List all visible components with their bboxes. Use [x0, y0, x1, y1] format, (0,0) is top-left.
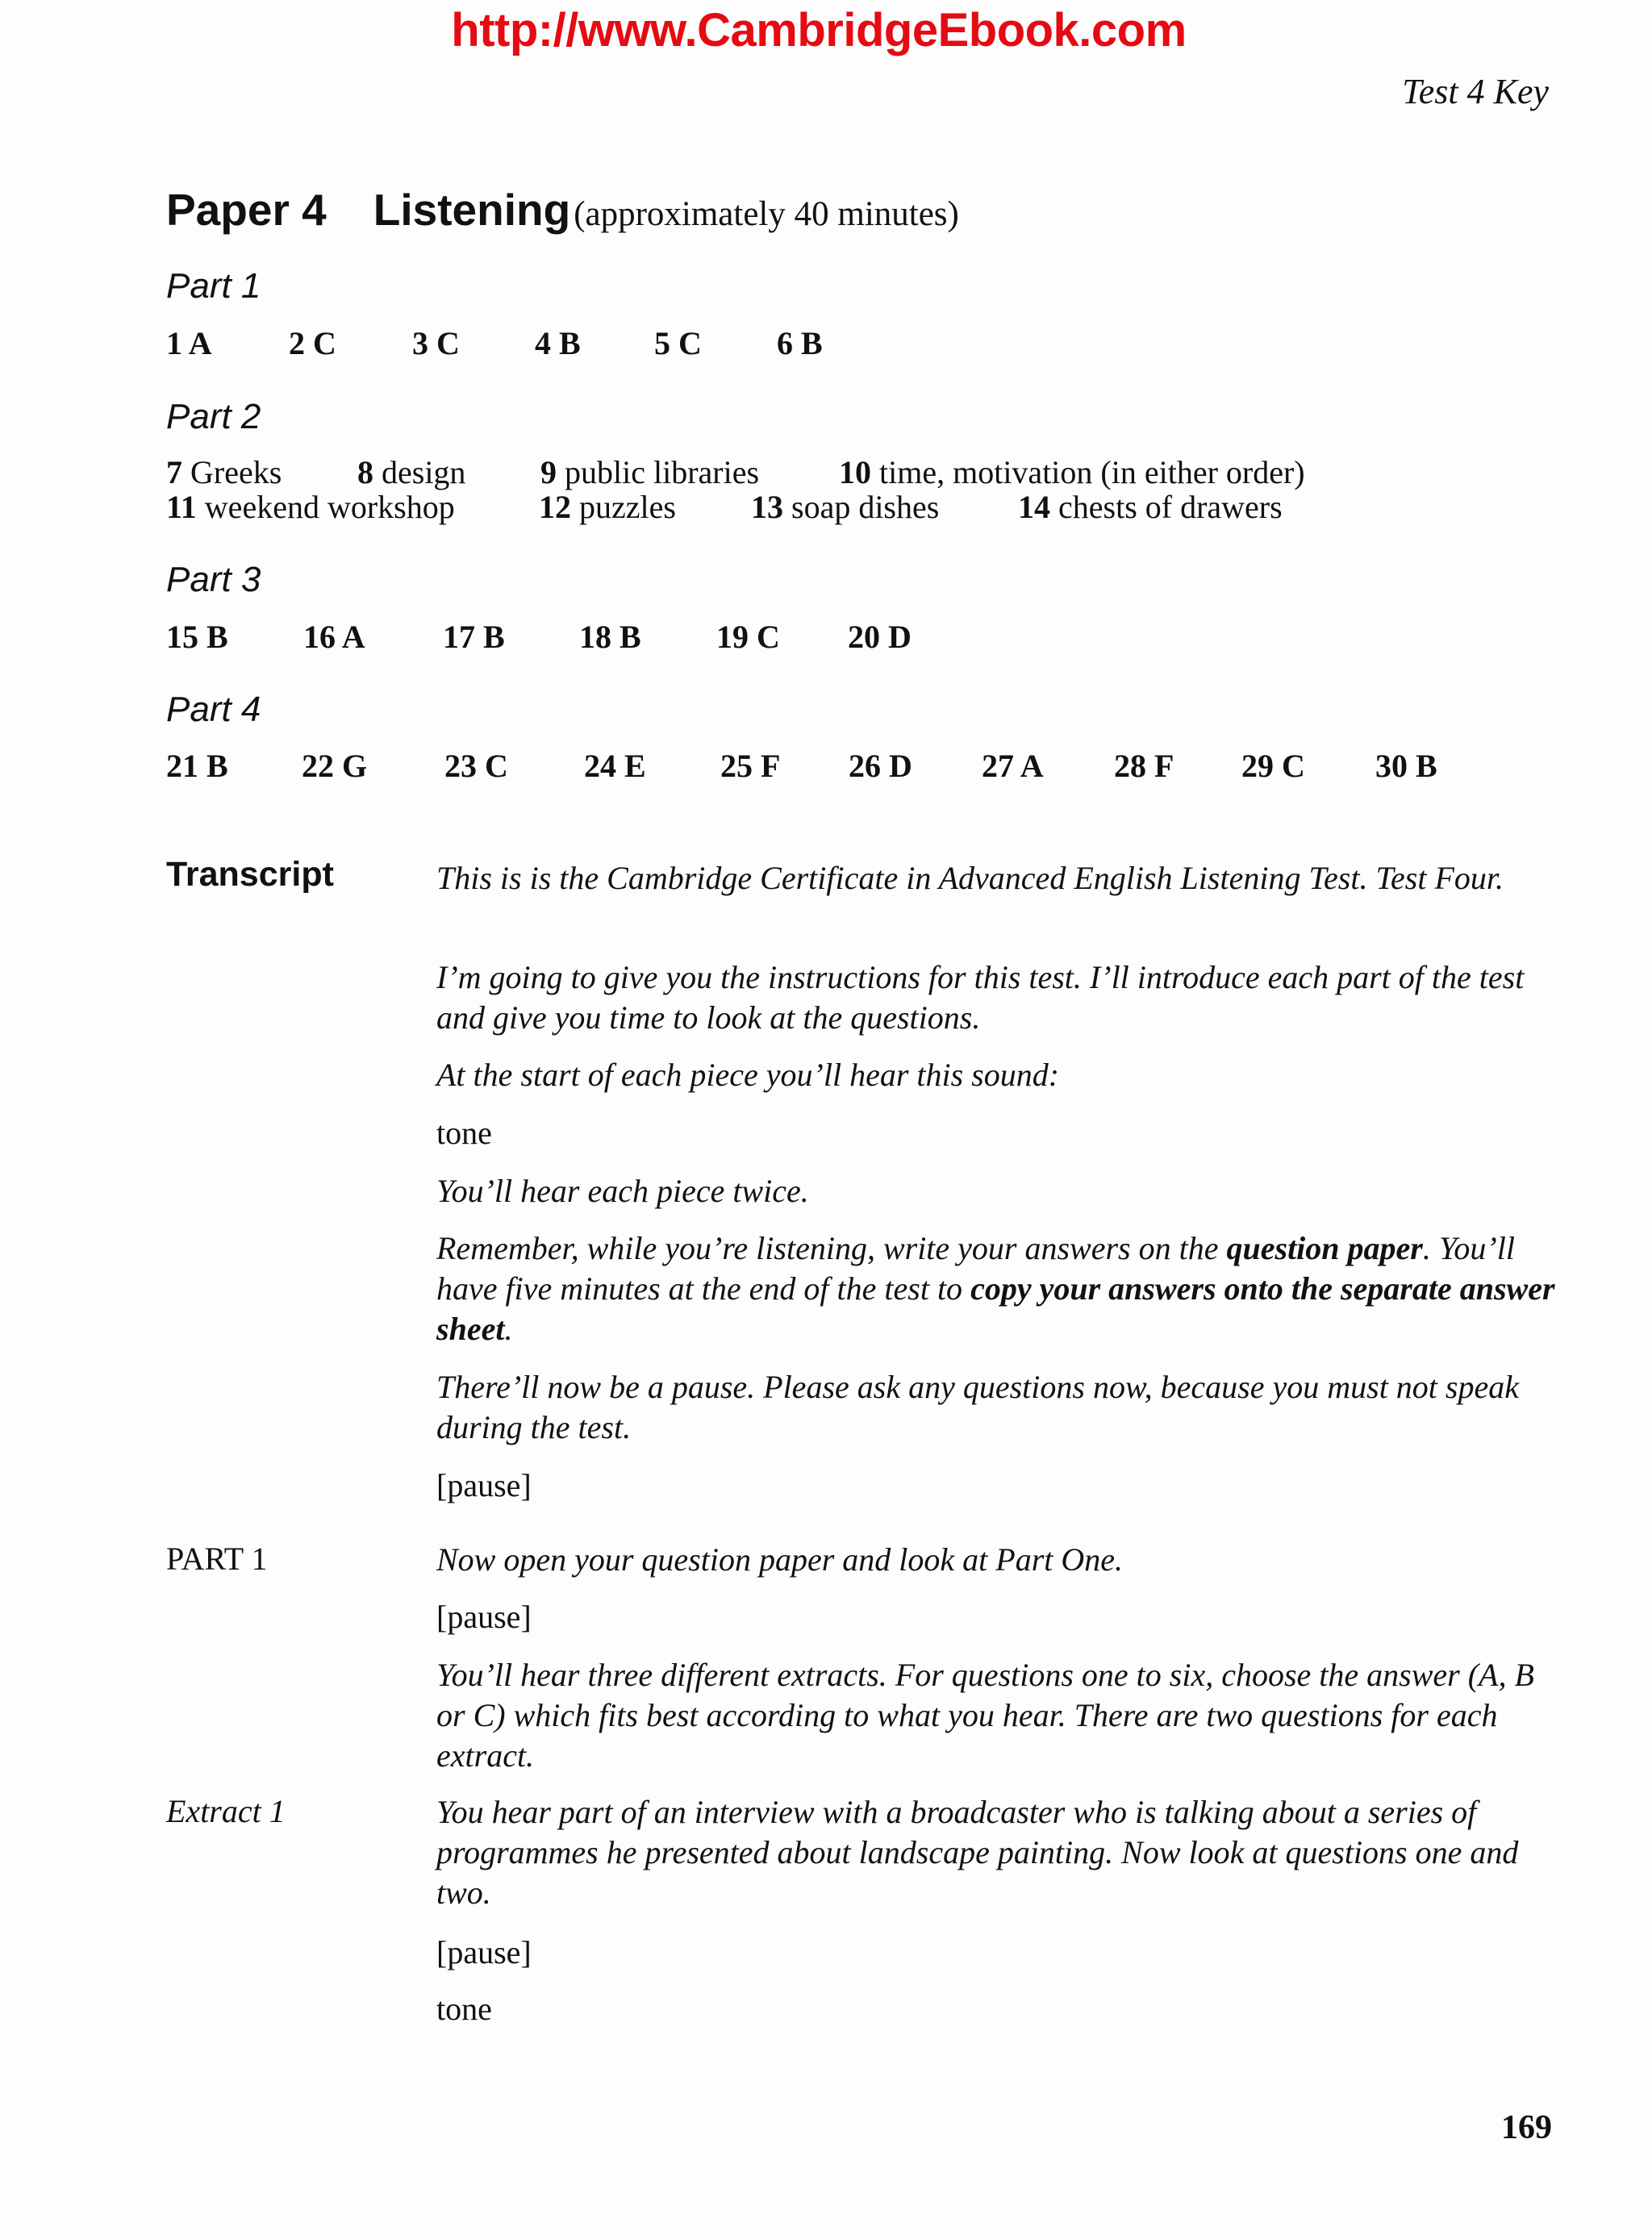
answer: 3 C — [412, 325, 460, 361]
transcript-pause-note: There’ll now be a pause. Please ask any questions now, because you must not speak during the test. — [436, 1369, 1519, 1445]
part1-open: Now open your question paper and look at Part One. — [436, 1541, 1124, 1578]
transcript-instructions: I’m going to give you the instructions for this test. I’ll introduce each part of the test and give you time to look at the questions. — [436, 959, 1525, 1036]
answer-number: 11 — [166, 489, 197, 525]
answer: 29 C — [1241, 748, 1305, 784]
answer: 24 E — [584, 748, 646, 784]
remember-text: Remember, while you’re listening, write your answers on the — [436, 1230, 1227, 1266]
paper-duration: (approximately 40 minutes) — [574, 195, 959, 233]
answer-text: chests of drawers — [1058, 489, 1283, 525]
part1-pause: [pause] — [436, 1599, 532, 1635]
answer — [166, 453, 282, 491]
answer: 26 D — [849, 748, 912, 784]
paper-title — [166, 184, 959, 236]
part2-heading: Part 2 — [166, 397, 261, 436]
paper-label: Paper 4 — [166, 185, 327, 235]
answer — [539, 488, 676, 526]
transcript-twice: You’ll hear each piece twice. — [436, 1173, 809, 1209]
answer: 25 F — [720, 748, 781, 784]
extract1-tone: tone — [436, 1991, 492, 2027]
answer-number: 14 — [1018, 489, 1050, 525]
page-number: 169 — [1501, 2109, 1552, 2146]
answer-number: 7 — [166, 454, 182, 490]
answer-text: design — [382, 454, 466, 490]
answer: 19 C — [716, 619, 780, 655]
answer — [540, 453, 759, 491]
answer-number: 10 — [839, 454, 871, 490]
answer-number: 12 — [539, 489, 571, 525]
extract1-label: Extract 1 — [166, 1793, 286, 1829]
transcript-heading: Transcript — [166, 855, 334, 894]
answer — [357, 453, 465, 491]
part1-instructions: You’ll hear three different extracts. For questions one to six, choose the answer (A, B or C) which fits best according to what you hear. There are two questions for each extract. — [436, 1657, 1534, 1774]
answer-text: Greeks — [190, 454, 282, 490]
remember-emphasis: question paper — [1226, 1230, 1423, 1266]
answer-number: 9 — [540, 454, 557, 490]
transcript-intro: This is is the Cambridge Certificate in Advanced English Listening Test. Test Four. — [436, 860, 1504, 896]
answer: 1 A — [166, 325, 212, 361]
remember-emphasis: copy your answers onto the separate answer sheet — [436, 1270, 1555, 1347]
answer: 27 A — [982, 748, 1044, 784]
remember-text: . — [504, 1311, 513, 1347]
answer: 16 A — [303, 619, 365, 655]
answer: 18 B — [579, 619, 641, 655]
extract1-text: You hear part of an interview with a broadcaster who is talking about a series of programmes he presented about landscape painting. Now look at questions one and two. — [436, 1794, 1519, 1911]
transcript-tone: tone — [436, 1115, 492, 1151]
answer-number: 8 — [357, 454, 373, 490]
answer: 15 B — [166, 619, 228, 655]
answer-text: public libraries — [565, 454, 760, 490]
answer: 2 C — [289, 325, 336, 361]
transcript-start-sound: At the start of each piece you’ll hear this sound: — [436, 1057, 1060, 1093]
answer: 5 C — [654, 325, 702, 361]
running-head: Test 4 Key — [1402, 72, 1549, 111]
answer-text: puzzles — [579, 489, 676, 525]
answer-text: time, motivation (in either order) — [879, 454, 1305, 490]
answer: 30 B — [1375, 748, 1437, 784]
answer: 4 B — [535, 325, 581, 361]
answer: 22 G — [302, 748, 368, 784]
transcript-pause: [pause] — [436, 1467, 532, 1503]
answer: 6 B — [777, 325, 823, 361]
answer: 17 B — [443, 619, 505, 655]
transcript-remember — [436, 1228, 1566, 1349]
answer: 20 D — [848, 619, 912, 655]
part3-heading: Part 3 — [166, 560, 261, 599]
answer — [166, 488, 455, 526]
answer — [1018, 488, 1283, 526]
answer-text: weekend workshop — [204, 489, 455, 525]
part1-label: PART 1 — [166, 1541, 268, 1577]
answer — [751, 488, 939, 526]
answer-number: 13 — [751, 489, 783, 525]
paper-name: Listening — [373, 185, 571, 235]
site-url[interactable]: http://www.CambridgeEbook.com — [451, 4, 1187, 56]
part4-heading: Part 4 — [166, 690, 261, 729]
answer: 28 F — [1114, 748, 1174, 784]
remember-text: . You’ll have five minutes at the end of the test to — [436, 1230, 1515, 1307]
part1-heading: Part 1 — [166, 266, 261, 306]
answer: 23 C — [444, 748, 508, 784]
answer: 21 B — [166, 748, 228, 784]
extract1-pause: [pause] — [436, 1934, 532, 1970]
answer — [839, 453, 1305, 491]
answer-text: soap dishes — [791, 489, 940, 525]
